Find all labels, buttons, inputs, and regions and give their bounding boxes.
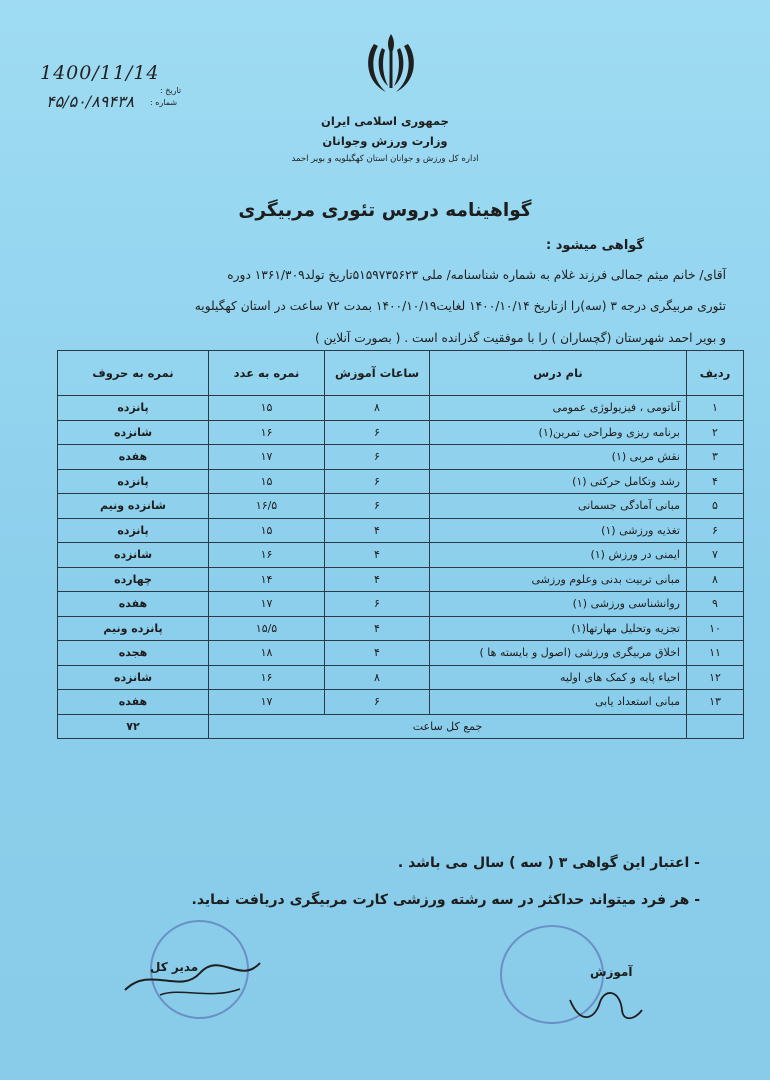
row-number: ۲ [687,420,744,445]
course-hours: ۶ [325,690,430,715]
header-hours: ساعات آموزش [325,351,430,396]
signature-right-label: آموزش [590,965,633,979]
date-value: 1400/11/14 [40,62,160,84]
grade-number: ۱۵ [209,518,325,543]
table-body [58,396,744,715]
header-row-number: ردیف [687,351,744,396]
row-number: ۸ [687,567,744,592]
grade-number: ۱۷ [209,445,325,470]
certificate-title: گواهینامه دروس تئوری مربیگری [238,200,532,221]
table-row [58,420,744,445]
grade-number: ۱۶ [209,665,325,690]
signature-right [560,980,650,1030]
grade-number: ۱۵ [209,396,325,421]
course-name: رشد وتکامل حرکتی (۱) [430,469,687,494]
course-name: مبانی آمادگی جسمانی [430,494,687,519]
course-name: آناتومی ، فیزیولوژی عمومی [430,396,687,421]
grade-number: ۱۴ [209,567,325,592]
table-row [58,616,744,641]
header-country: جمهوری اسلامی ایران [321,114,449,128]
course-name: نقش مربی (۱) [430,445,687,470]
paragraph-line-1: آقای/ خانم میثم جمالی فرزند غلام به شماره شناسنامه/ ملی ۵۱۵۹۷۳۵۶۲۳تاریخ تولد۱۳۶۱/۳۰۹ دوره [227,268,726,282]
course-hours: ۶ [325,445,430,470]
grade-number: ۱۸ [209,641,325,666]
grade-words: هجده [58,641,209,666]
row-number: ۶ [687,518,744,543]
table-row [58,543,744,568]
table-row [58,494,744,519]
grade-words: پانزده ونیم [58,616,209,641]
course-name: تغذیه ورزشی (۱) [430,518,687,543]
header-office: اداره کل ورزش و جوانان استان کهگیلویه و بویر احمد [291,154,479,164]
table-row [58,641,744,666]
number-label: شماره : [150,98,178,107]
grade-words: هفده [58,690,209,715]
table-header-row [58,351,744,396]
table-row [58,665,744,690]
course-hours: ۶ [325,469,430,494]
total-empty-cell [687,714,744,739]
grade-number: ۱۵/۵ [209,616,325,641]
header-grade-words: نمره به حروف [58,351,209,396]
course-hours: ۸ [325,396,430,421]
grade-words: هفده [58,592,209,617]
row-number: ۵ [687,494,744,519]
table-row [58,518,744,543]
course-hours: ۴ [325,567,430,592]
row-number: ۱۲ [687,665,744,690]
grade-words: شانزده ونیم [58,494,209,519]
note-max-fields: - هر فرد میتواند حداکثر در سه رشته ورزشی کارت مربیگری دریافت نماید. [191,892,700,908]
row-number: ۱۳ [687,690,744,715]
row-number: ۳ [687,445,744,470]
grade-words: شانزده [58,543,209,568]
course-name: تجزیه وتحلیل مهارتها(۱) [430,616,687,641]
grade-words: پانزده [58,518,209,543]
grade-words: پانزده [58,396,209,421]
note-validity: - اعتبار این گواهی ۳ ( سه ) سال می باشد . [397,855,700,871]
table-row [58,469,744,494]
row-number: ۹ [687,592,744,617]
signature-left-label: مدیر کل [150,960,199,974]
certify-label: گواهی میشود : [546,238,644,253]
course-hours: ۸ [325,665,430,690]
header-grade-number: نمره به عدد [209,351,325,396]
course-hours: ۶ [325,420,430,445]
signature-left [120,945,270,1005]
grade-words: چهارده [58,567,209,592]
course-hours: ۶ [325,494,430,519]
course-hours: ۴ [325,518,430,543]
table-row [58,690,744,715]
course-hours: ۴ [325,641,430,666]
table-total-row [58,714,744,739]
iran-emblem-icon [360,30,422,102]
course-hours: ۶ [325,592,430,617]
course-name: ایمنی در ورزش (۱) [430,543,687,568]
row-number: ۱۱ [687,641,744,666]
grade-words: شانزده [58,420,209,445]
date-label: تاریخ : [160,86,182,95]
total-value: ۷۲ [58,714,209,739]
grade-words: پانزده [58,469,209,494]
course-hours: ۴ [325,616,430,641]
paragraph-line-3: و بویر احمد شهرستان (گچساران ) را با موفقیت گذرانده است . ( بصورت آنلاین ) [314,331,726,345]
paragraph-line-2: تئوری مربیگری درجه ۳ (سه)را ازتاریخ ۱۴۰۰/۱۰/۱۴ لغایت۱۴۰۰/۱۰/۱۹ بمدت ۷۲ ساعت در استان کهگیلویه [194,299,726,313]
grade-number: ۱۵ [209,469,325,494]
course-name: اخلاق مربیگری ورزشی (اصول و بایسته ها ) [430,641,687,666]
number-value: ۴۵/۵۰/۸۹۴۳۸ [46,92,135,111]
course-hours: ۴ [325,543,430,568]
row-number: ۱۰ [687,616,744,641]
table-row [58,445,744,470]
course-name: روانشناسی ورزشی (۱) [430,592,687,617]
course-name: مبانی تربیت بدنی وعلوم ورزشی [430,567,687,592]
grade-words: شانزده [58,665,209,690]
course-name: مبانی استعداد یابی [430,690,687,715]
grade-number: ۱۷ [209,690,325,715]
grade-number: ۱۶ [209,420,325,445]
grade-words: هفده [58,445,209,470]
grade-number: ۱۷ [209,592,325,617]
table-row [58,396,744,421]
table-row [58,592,744,617]
row-number: ۷ [687,543,744,568]
grade-number: ۱۶ [209,543,325,568]
header-course-name: نام درس [430,351,687,396]
course-name: احیاء پایه و کمک های اولیه [430,665,687,690]
row-number: ۱ [687,396,744,421]
row-number: ۴ [687,469,744,494]
table-row [58,567,744,592]
course-name: برنامه ریزی وطراحی تمرین(۱) [430,420,687,445]
courses-table [57,350,744,739]
grade-number: ۱۶/۵ [209,494,325,519]
total-label: جمع کل ساعت [209,714,687,739]
header-ministry: وزارت ورزش وجوانان [322,134,448,148]
